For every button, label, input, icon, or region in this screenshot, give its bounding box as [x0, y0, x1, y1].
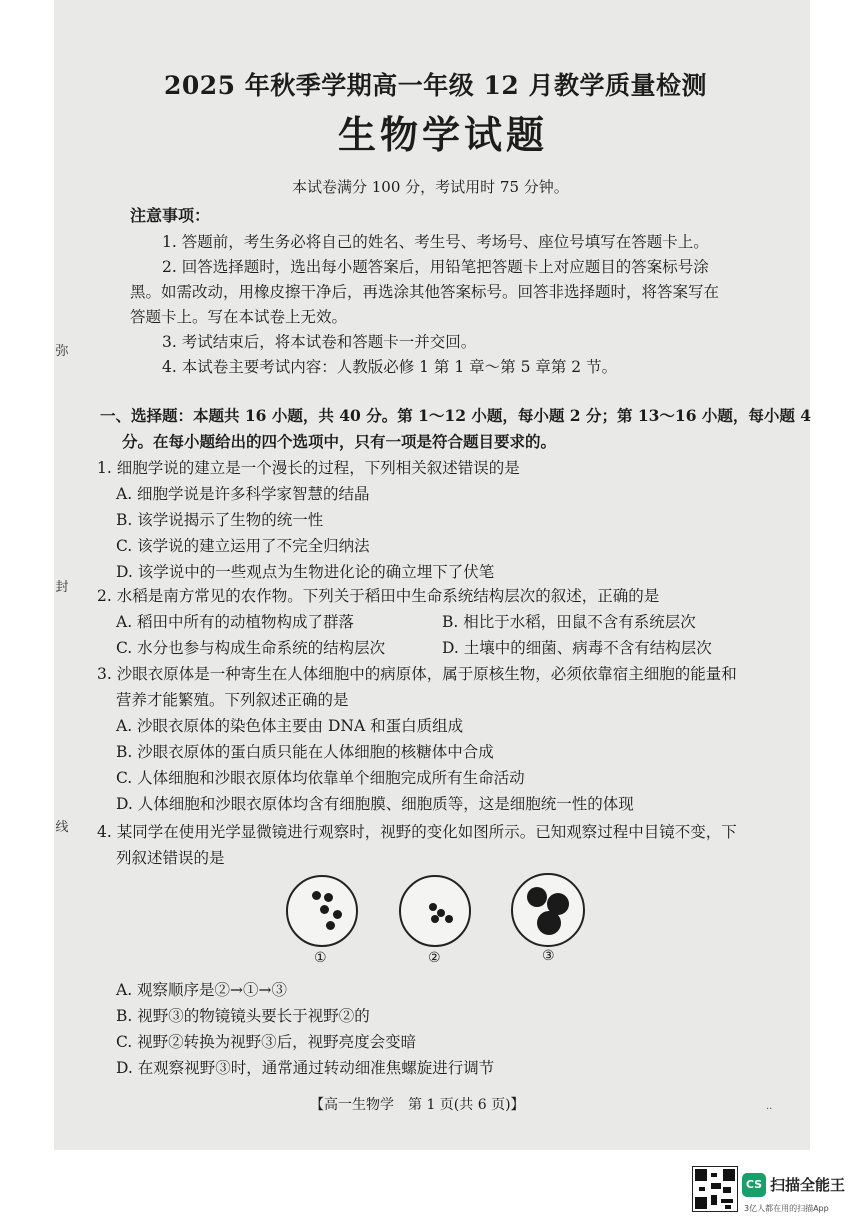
- section-heading: 一、选择题：本题共 16 小题，共 40 分。第 1～12 小题，每小题 2 分；第 13～16 小题，每小题 4: [100, 406, 812, 425]
- microscope-field-3: [511, 873, 585, 947]
- q4-option-a: A. 观察顺序是②→①→③: [116, 981, 288, 999]
- q4-option-d: D. 在观察视野③时，通常通过转动细准焦螺旋进行调节: [116, 1059, 495, 1077]
- seal-mark-feng: 封: [55, 580, 69, 595]
- q4-option-c: C. 视野②转换为视野③后，视野亮度会变暗: [116, 1033, 417, 1051]
- q2-option-b: B. 相比于水稻，田鼠不含有系统层次: [442, 613, 696, 631]
- cell-dot: [429, 903, 437, 911]
- scanner-tagline: 3亿人都在用的扫描App: [744, 1204, 829, 1213]
- q2-option-c: C. 水分也参与构成生命系统的结构层次: [116, 639, 386, 657]
- cell-dot: [431, 915, 439, 923]
- section-heading-cont: 分。在每小题给出的四个选项中，只有一项是符合题目要求的。: [122, 432, 557, 451]
- cell-dot: [527, 887, 547, 907]
- seal-mark-mi: 弥: [55, 344, 69, 359]
- q4-option-b: B. 视野③的物镜镜头要长于视野②的: [116, 1007, 370, 1025]
- notice-line: 1. 答题前，考生务必将自己的姓名、考生号、考场号、座位号填写在答题卡上。: [162, 233, 709, 251]
- figure-label-3: ③: [542, 948, 555, 964]
- q1-option-b: B. 该学说揭示了生物的统一性: [116, 511, 324, 529]
- notice-line: 3. 考试结束后，将本试卷和答题卡一并交回。: [162, 333, 477, 351]
- question-2-stem: 2. 水稻是南方常见的农作物。下列关于稻田中生命系统结构层次的叙述，正确的是: [97, 587, 660, 605]
- notice-heading: 注意事项：: [130, 206, 211, 225]
- subject-title: 生物学试题: [338, 112, 549, 157]
- figure-label-2: ②: [428, 950, 441, 966]
- question-3-stem-cont: 营养才能繁殖。下列叙述正确的是: [116, 691, 349, 709]
- cell-dot: [537, 911, 561, 935]
- exam-title: 2025 年秋季学期高一年级 12 月教学质量检测: [164, 71, 707, 100]
- cell-dot: [324, 893, 333, 902]
- notice-line: 黑。如需改动，用橡皮擦干净后，再选涂其他答案标号。回答非选择题时，将答案写在: [130, 283, 720, 301]
- q3-option-a: A. 沙眼衣原体的染色体主要由 DNA 和蛋白质组成: [116, 717, 464, 735]
- scanner-brand-name: 扫描全能王: [770, 1176, 846, 1194]
- seal-mark-xian: 线: [55, 820, 69, 835]
- question-3-stem: 3. 沙眼衣原体是一种寄生在人体细胞中的病原体，属于原核生物，必须依靠宿主细胞的能量和: [97, 665, 737, 683]
- cell-dot: [333, 910, 342, 919]
- cell-dot: [312, 891, 321, 900]
- cell-dot: [445, 915, 453, 923]
- question-1-stem: 1. 细胞学说的建立是一个漫长的过程，下列相关叙述错误的是: [97, 459, 520, 477]
- q3-option-b: B. 沙眼衣原体的蛋白质只能在人体细胞的核糖体中合成: [116, 743, 494, 761]
- q3-option-c: C. 人体细胞和沙眼衣原体均依靠单个细胞完成所有生命活动: [116, 769, 525, 787]
- notice-line: 4. 本试卷主要考试内容：人教版必修 1 第 1 章～第 5 章第 2 节。: [162, 358, 618, 376]
- figure-label-1: ①: [314, 950, 327, 966]
- microscope-field-2: [399, 875, 471, 947]
- question-4-stem: 4. 某同学在使用光学显微镜进行观察时，视野的变化如图所示。已知观察过程中目镜不变，下: [97, 823, 737, 841]
- q1-option-a: A. 细胞学说是许多科学家智慧的结晶: [116, 485, 370, 503]
- page-footer: 【高一生物学 第 1 页(共 6 页)】: [310, 1097, 525, 1113]
- q2-option-a: A. 稻田中所有的动植物构成了群落: [116, 613, 355, 631]
- cell-dot: [320, 905, 329, 914]
- exam-info: 本试卷满分 100 分，考试用时 75 分钟。: [292, 178, 569, 196]
- q1-option-c: C. 该学说的建立运用了不完全归纳法: [116, 537, 370, 555]
- q2-option-d: D. 土壤中的细菌、病毒不含有结构层次: [442, 639, 712, 657]
- qr-code-icon: [692, 1166, 738, 1212]
- notice-line: 答题卡上。写在本试卷上无效。: [130, 308, 348, 326]
- question-4-stem-cont: 列叙述错误的是: [116, 849, 225, 867]
- q1-option-d: D. 该学说中的一些观点为生物进化论的确立埋下了伏笔: [116, 563, 495, 581]
- footer-mark: ··: [766, 1104, 773, 1115]
- camscanner-logo-icon: CS: [742, 1173, 766, 1197]
- q3-option-d: D. 人体细胞和沙眼衣原体均含有细胞膜、细胞质等，这是细胞统一性的体现: [116, 795, 634, 813]
- cell-dot: [326, 921, 335, 930]
- microscope-field-1: [286, 875, 358, 947]
- notice-line: 2. 回答选择题时，选出每小题答案后，用铅笔把答题卡上对应题目的答案标号涂: [162, 258, 709, 276]
